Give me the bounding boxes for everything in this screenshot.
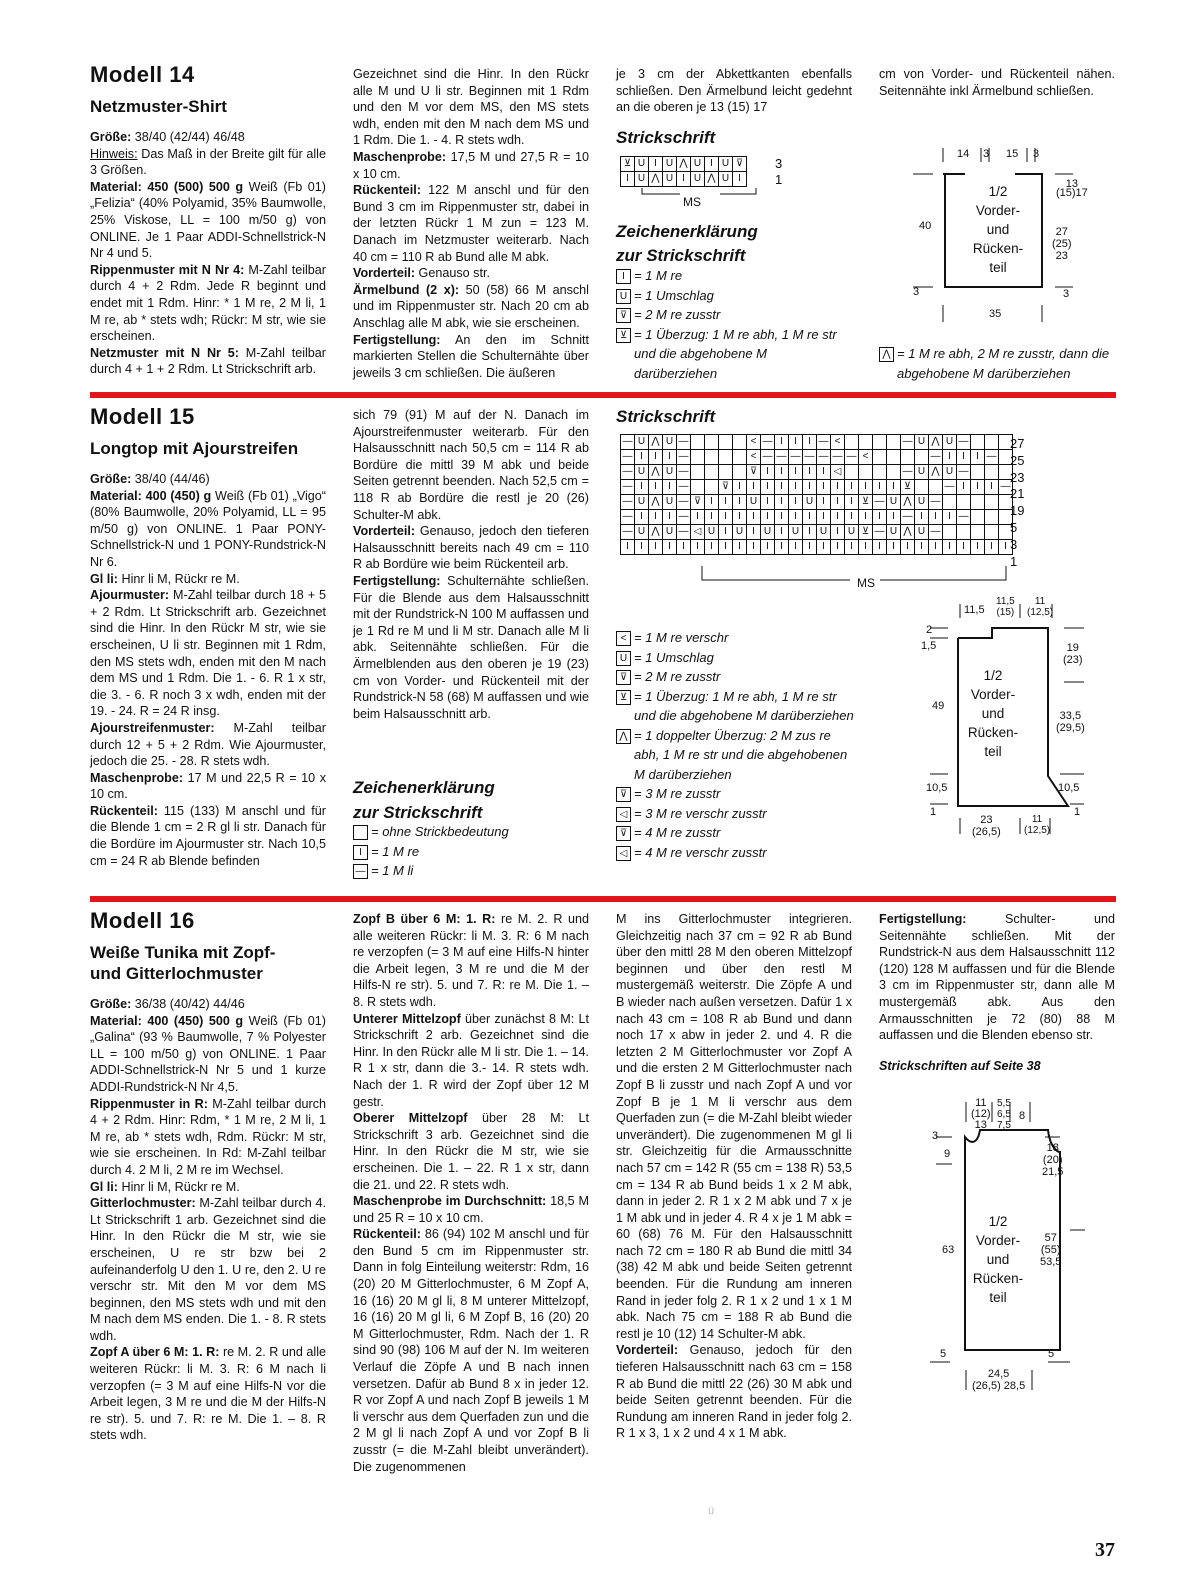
paragraph-lead: Hinweis: [90,146,138,161]
skp-icon: ⊻ [616,328,631,343]
paragraph: Hinweis: Das Maß in der Breite gilt für alle 3 Größen. [90,146,326,178]
m14-title: Modell 14 [90,62,195,87]
m16-chart-reference: Strickschriften auf Seite 38 [879,1058,1041,1073]
paragraph-lead: Material: 400 (450) 500 g [90,1013,244,1028]
m15-legend-title2: zur Strickschrift [353,803,483,822]
m14-dim: 14 [957,148,970,160]
m15-schematic-label: 1/2 Vorder- und Rücken- teil [967,668,1019,759]
paragraph: Ajourstreifenmuster: M-Zahl teilbar durch 12 + 5 + 2 Rdm. Wie Ajourmuster, jedoch die 25. - 28. R stets wdh. [90,720,326,769]
paragraph-lead: Netzmuster mit N Nr 5: [90,345,239,360]
m15-legend-title1: Zeichenerklärung [353,778,495,797]
paragraph-lead: Maschenprobe im Durchschnitt: [353,1194,547,1209]
m16-dim: 5,5 6,5 7,5 [997,1098,1011,1131]
m16-col4 [879,911,1115,1074]
legend-item [616,687,856,726]
m14-dim: 3 [983,148,990,160]
paragraph: Gl li: Hinr li M, Rückr re M. [90,571,240,586]
m16-col2-text [353,911,589,1475]
m15-legend-a [353,822,589,881]
m15-dim: 11 (12,5) [1027,596,1054,618]
m15-row-number: 25 [1010,452,1025,468]
m14-dim: 27 (25) 23 [1052,226,1072,262]
legend-item [616,726,856,785]
m14-legend-item [616,286,852,306]
paragraph: Größe: 38/40 (42/44) 46/48 [90,130,245,144]
paragraph: Vorderteil: Genauso str. [353,266,490,281]
m14-legend-title1: Zeichenerklärung [616,222,758,241]
paragraph-lead: Rippenmuster in R: [90,1096,208,1111]
m14-col4-text: cm von Vorder- und Rückenteil nähen. Seitennähte inkl Ärmelbund schließen. [879,67,1115,98]
legend-text: = 1 doppelter Überzug: 2 M zus re abh, 1 M re str und die abgehobenen M darüberziehen [634,727,848,782]
m15-ms: MS [857,576,875,590]
paragraph-lead: Ajourmuster: [90,588,170,603]
paragraph-lead: Zopf B über 6 M: 1. R: [353,912,496,926]
m15-dim: 19 (23) [1063,642,1083,666]
legend-item [616,804,856,824]
paragraph-lead: Ärmelbund (2 x): [353,282,460,297]
footer-mark: ü [708,1505,715,1517]
m15-chart-title: Strickschrift [616,407,716,426]
paragraph: Zopf B über 6 M: 1. R: re M. 2. R und alle weiteren Rückr: li M. 3. R: 6 M nach re verzopfen (= 3 M auf eine Hilfs-N hinter die Arbeit legen, 3 M re und die M der Hilfs-N re str). 5. und 7. R: re M. Die 1. – 8. R stets wdh. [353,912,590,1009]
m16-dim: 8 [1019,1110,1026,1122]
m14-legend [616,266,852,383]
m15-row-number: 27 [1010,436,1025,451]
legend-text: = 1 M re [634,268,683,283]
paragraph-lead: Material: 450 (500) 500 g [90,179,244,194]
m15-col1-text [90,471,326,869]
m14-col1 [90,62,326,378]
paragraph: Fertigstellung: An den im Schnitt markierten Stellen die Schulternähte über jeweils 3 cm schließen. Die äußeren [353,332,589,380]
m15-legend-b [616,628,856,862]
m14-ms-bracket [640,188,760,202]
paragraph: Größe: 36/38 (40/42) 44/46 [90,997,245,1011]
paragraph: Material: 400 (450) g Weiß (Fb 01) „Vigo“ (80% Baumwolle, 20% Polyamid, LL = 95 m/50 g) von ONLINE. 1 Paar PONY-Schnellstrick-N und 1 PONY-Rundstrick-N Nr 6. [90,488,326,569]
k3tog-tbl-icon: ◁ [616,807,631,822]
paragraph-lead: Gl li: [90,571,118,586]
page-number: 37 [1095,1539,1115,1561]
k2tog-icon: ⊽ [616,308,631,323]
paragraph: Maschenprobe im Durchschnitt: 18,5 M und 25 R = 10 x 10 cm. [353,1194,589,1225]
m15-col2-text [353,407,589,722]
twisted-knit-icon: < [616,631,631,646]
m14-legend-item [616,266,852,286]
knit-symbol-icon: I [616,269,631,284]
m14-dim: 40 [919,220,932,232]
paragraph-lead: Fertigstellung: [353,573,441,588]
m16-dim: 63 [942,1244,955,1256]
skp-icon: ⊻ [616,690,631,705]
m14-subtitle: Netzmuster-Shirt [90,97,227,116]
m16-dim: 57 (55) 53,5 [1040,1232,1062,1268]
paragraph: Material: 450 (500) 500 g Weiß (Fb 01) „Felizia“ (40% Polyamid, 35% Baumwolle, 25% Viskose, LL = 100 m/50 g) von ONLINE. Je 1 Paar ADDI-Schnellstrick-N Nr 4 und 5. [90,179,326,261]
paragraph: Gezeichnet sind die Hinr. In den Rückr alle M und U li str. Beginnen mit 1 Rdm und den M vor dem MS, den MS stets wdh, enden mit den M nach dem MS und 1 Rdm. Die 1. - 4. R stets wdh. [353,67,589,148]
m15-row-number: 3 [1010,536,1018,552]
section-divider [90,392,1116,398]
m14-legend-item [616,305,852,325]
legend-text: = 3 M re zusstr [634,786,721,801]
paragraph-lead: Größe: [90,472,132,486]
sk2p-icon: ⋀ [879,347,894,362]
k4tog-icon: ⊽ [616,826,631,841]
paragraph: Rückenteil: 122 M anschl und für den Bund 3 cm im Rippenmuster str, dabei in der letzten Rückr 1 M zun = 123 M. Danach im Netzmuster weiterarb. Nach 40 cm = 110 R ab Bund alle M abk. [353,183,589,264]
m16-dim: 24,5 (26,5) 28,5 [972,1368,1026,1392]
paragraph-lead: Material: 400 (450) g [90,488,212,503]
m14-dim: 3 [1033,148,1040,160]
paragraph: Zopf A über 6 M: 1. R: re M. 2. R und alle weiteren Rückr: li M. 3. R: 6 M nach li verzopfen (= 3 M auf eine Hilfs-N vor die Arbeit legen, 3 M re und die M der Hilfs-N re str). 5. und 7. R: re M. Die 1. – 8. R stets wdh. [90,1345,326,1443]
m15-row-number: 5 [1010,520,1018,535]
m14-legend-title2: zur Strickschrift [616,246,746,265]
m14-legend-item [616,325,852,384]
legend-text: = 1 M re verschr [634,630,729,645]
paragraph: Gitterlochmuster: M-Zahl teilbar durch 4. Lt Strickschrift 1 arb. Gezeichnet sind die Hinr. In den Rückr die M str, wie sie erscheinen, U re str bzw bei 2 aufeinanderfolg U den 1. U re, den 2. U re verschr str. Mit den M vor dem MS beginnen, den MS stets wdh und mit den M nach dem MS enden. Die 1. - 8. R stets wdh. [90,1196,326,1343]
m14-col1-text [90,129,326,378]
legend-text: = ohne Strickbedeutung [371,824,509,839]
paragraph-lead: Vorderteil: [616,1343,679,1358]
paragraph: Unterer Mittelzopf über zunächst 8 M: Lt Strickschrift 2 arb. Gezeichnet sind die Hinr. In den Rückr alle M li str. Die 1. – 14. R 1 x str, dann die 3.- 14. R stets wdh. Nach der 1. R wird der Zopf über 12 M gestr. [353,1011,590,1109]
section-divider [90,896,1116,902]
paragraph: Netzmuster mit N Nr 5: M-Zahl teilbar durch 4 + 1 + 2 Rdm. Lt Strickschrift arb. [90,345,327,377]
empty-icon [353,825,368,840]
paragraph-lead: Vorderteil: [353,266,416,281]
m14-ms: MS [683,195,701,209]
legend-text: = 3 M re verschr zusstr [634,805,767,821]
yarn-over-icon: U [616,289,631,304]
paragraph-lead: Oberer Mittelzopf [353,1111,468,1126]
m16-col1 [90,908,326,1444]
m14-dim: 3 [1063,288,1070,300]
m14-dim: 3 [913,286,920,298]
m15-dim: 10,5 [1058,782,1080,794]
paragraph-lead: Fertigstellung: [353,332,441,347]
m15-ms-bracket [700,566,1010,586]
k4tog-tbl-icon: ◁ [616,846,631,861]
paragraph: Ärmelbund (2 x): 50 (58) 66 M anschl und im Rippenmuster str. Nach 20 cm ab Anschlag alle M abk, wie sie erscheinen. [353,282,589,330]
m14-col2-text [353,66,589,381]
m15-row-number: 1 [1010,553,1018,569]
paragraph: Oberer Mittelzopf über 28 M: Lt Strickschrift 3 arb. Gezeichnet sind die Hinr. In den Rückr die M str, wie sie erscheinen. Die 1. – 22. R 1 x str, dann die 21. und 22. R stets wdh. [353,1111,590,1192]
yarn-over-icon: U [616,651,631,666]
legend-item [353,842,589,862]
paragraph: Vorderteil: Genauso, jedoch den tieferen Halsausschnitt bereits nach 49 cm = 110 R ab Bordüre wie beim Rückenteil arb. [353,524,589,572]
paragraph: Ajourmuster: M-Zahl teilbar durch 18 + 5 + 2 Rdm. Lt Strickschrift arb. Gezeichnet sind die Hinr. In den Rückr M str, wie sie erscheinen, U li str. Beginnen mit 1 Rdm, den MS stets wdh, enden mit den M nach dem MS und 1 Rdm. Die 1. - 6. R 1 x str, die 3. - 6. R noch 3 x wdh, enden mit der 19. - 24. R = 24 R insg. [90,588,326,719]
m15-row-number: 21 [1010,486,1025,502]
legend-text: = 1 Überzug: 1 M re abh, 1 M re str und die abgehobene M darüberziehen [634,326,837,381]
paragraph-lead: Rippenmuster mit N Nr 4: [90,262,245,277]
legend-text: = 1 Überzug: 1 M re abh, 1 M re str und die abgehobene M darüberziehen [634,688,854,723]
paragraph: Maschenprobe: 17 M und 22,5 R = 10 x 10 cm. [90,770,326,802]
m14-row-3: 3 [775,156,783,171]
paragraph-lead: Maschenprobe: [90,770,184,785]
m15-dim: 33,5 (29,5) [1056,710,1085,734]
m16-subtitle1: Weiße Tunika mit Zopf- [90,943,276,962]
legend-text: = 4 M re verschr zusstr [634,844,767,860]
m14-schematic-label: 1/2 Vorder- und Rücken- teil [972,184,1024,275]
m15-subtitle: Longtop mit Ajourstreifen [90,439,299,458]
m14-dim: 13 (15)17 [1056,178,1088,199]
m15-col1 [90,404,326,869]
m15-dim: 49 [932,700,945,712]
m15-row-number: 23 [1010,469,1025,485]
paragraph: Fertigstellung: Schulternähte schließen. Für die Blende aus dem Halsausschnitt mit der Rundstrick-N 100 M auffassen und je 1 Rd re M und li M str. Danach alle M li abk. Seitennähte schließen. Für die Ärmelblenden aus den oberen je 19 (23) cm von Vorder- und Rückenteil mit der Rundstrick-N 58 (68) M auffassen und wie beim Halsausschnitt arb. [353,573,589,721]
m15-dim: 11,5 [964,604,985,616]
legend-text: = 4 M re zusstr [634,825,721,840]
k2tog-icon: ⊽ [616,670,631,685]
double-decrease-icon: ⋀ [616,729,631,744]
paragraph-lead: Vorderteil: [353,524,416,539]
paragraph-lead: Zopf A über 6 M: 1. R: [90,1345,220,1360]
paragraph-lead: Fertigstellung: [879,912,967,926]
paragraph-lead: Maschenprobe: [353,149,447,164]
paragraph: Material: 400 (450) 500 g Weiß (Fb 01) „Galina“ (93 % Baumwolle, 7 % Polyester LL = 100 m/50 g) von ONLINE. 1 Paar ADDI-Schnellstrick-N Nr 5 und 1 kurze ADDI-Rundstrick-N Nr 4,5. [90,1013,326,1094]
m15-dim: 1 [1074,806,1081,818]
paragraph: Maschenprobe: 17,5 M und 27,5 R = 10 x 10 cm. [353,149,589,181]
legend-item [616,628,856,648]
paragraph: sich 79 (91) M auf der N. Danach im Ajourstreifenmuster weiterarb. Für den Halsausschnitt nach 50,5 cm = 114 R ab Bordüre die mittl 39 M abk und beide Seiten getrennt beenden. Nach 52,5 cm = 118 R ab Bordüre die restl je 20 (26) Schulter-M abk. [353,408,589,522]
paragraph: Rippenmuster in R: M-Zahl teilbar durch 4 + 2 Rdm. Hinr: Rdm, * 1 M re, 2 M li, 1 M re, ab * stets wdh, Rdm. Rückr: M str, wie sie erscheinen. In Rd: M-Zahl teilbar durch 4. 2 M li, 2 M re im Wechsel. [90,1096,327,1177]
m14-legend-extra [879,344,1115,383]
legend-text: = 1 Umschlag [634,649,714,665]
m14-row-1: 1 [775,172,783,187]
paragraph-lead: Gl li: [90,1179,118,1194]
paragraph-lead: Unterer Mittelzopf [353,1011,461,1026]
m16-dim: 9 [944,1148,951,1160]
legend-item [616,823,856,843]
paragraph: Größe: 38/40 (44/46) [90,472,210,486]
paragraph: Fertigstellung: Schulter- und Seitennähte schließen. Mit der Rundstrick-N aus dem Halsausschnitt 112 (120) 128 M auffassen und für die Blende 3 cm im Rippenmuster str, dann alle M mustergemäß abk. Aus den Armausschnitten je 72 (80) 88 M auffassen und die Blenden ebenso str. [879,912,1115,1043]
legend-item [616,667,856,687]
purl-symbol-icon: — [353,864,368,879]
m14-knit-chart: ⊻ U I U ⋀ U I U ⊽ I U ⋀ U I U ⋀ U I [620,156,747,187]
legend-item [616,843,856,863]
m15-dim: 1 [930,806,937,818]
m16-col3 [616,911,852,1442]
paragraph-lead: Ajourstreifenmuster: [90,720,215,735]
m15-dim: 1,5 [921,640,937,652]
m16-title: Modell 16 [90,908,195,933]
paragraph: Gl li: Hinr li M, Rückr re M. [90,1179,240,1194]
m16-col4-text [879,911,1115,1044]
legend-text: = 1 M li [371,863,414,878]
m16-schematic-label: 1/2 Vorder- und Rücken- teil [972,1214,1024,1305]
legend-text: = 1 Umschlag [634,287,714,303]
m16-col2 [353,911,589,1475]
m16-dim: 5 [1048,1348,1055,1360]
legend-item [353,861,589,881]
m14-col3-text: je 3 cm der Abkettkanten ebenfalls schließen. Den Ärmelbund leicht gedehnt an die oberen je 13 (15) 17 [616,67,852,115]
legend-text: = 2 M re zusstr [634,307,721,322]
m14-dim: 15 [1006,148,1019,160]
paragraph: Rückenteil: 115 (133) M anschl und für die Blende 1 cm = 2 R gl li str. Danach für die Bordüre im Ajourmuster str. Nach 10,5 cm = 24 R ab Blende befinden [90,803,326,868]
m15-dim: 11,5 (15) [996,596,1015,618]
m14-col4 [879,66,1115,99]
paragraph-lead: Rückenteil: [353,183,421,198]
m16-col3-text [616,911,852,1442]
paragraph-lead: Rückenteil: [90,803,158,818]
m16-col1-text [90,996,326,1444]
m16-subtitle2: und Gitterlochmuster [90,964,263,983]
legend-text: = 1 M re [371,843,420,859]
m15-dim: 23 (26,5) [972,814,1001,838]
m15-dim: 10,5 [926,782,948,794]
m15-col2 [353,407,589,722]
m16-dim: 3 [932,1130,939,1142]
m16-dim: 18 (20) 21,5 [1042,1142,1064,1178]
paragraph-lead: Gitterlochmuster: [90,1196,196,1211]
legend-item [616,648,856,668]
legend-text: = 1 M re abh, 2 M re zusstr, dann die abgehobene M darüberziehen [897,346,1110,381]
m14-col2 [353,66,589,381]
m15-title: Modell 15 [90,404,195,429]
knit-symbol-icon: I [353,845,368,860]
legend-item [616,784,856,804]
paragraph: Vorderteil: Genauso, jedoch für den tieferen Halsausschnitt nach 63 cm = 158 R ab Bund die mittl 22 (26) 30 M abk und beide Seiten getrennt beenden. Für die Rundung am inneren Rand in jeder folg 2. R 1 x 3, 1 x 2 und 4 x 1 M abk. [616,1343,852,1441]
paragraph-lead: Größe: [90,130,132,144]
legend-item [353,822,589,842]
legend-text: = 2 M re zusstr [634,669,721,684]
m14-col3 [616,66,852,116]
m15-dim: 11 (12,5) [1024,814,1051,836]
paragraph-lead: Größe: [90,997,132,1011]
m14-chart-title: Strickschrift [616,128,716,147]
m14-dim: 35 [989,308,1002,320]
k3tog-icon: ⊽ [616,787,631,802]
paragraph: Rückenteil: 86 (94) 102 M anschl und für den Bund 5 cm im Rippenmuster str. Dann in folg Einteilung weiterstr: Rdm, 16 (20) 20 M Gitterlochmuster, 6 M Zopf A, 16 (16) 20 M gl li, 8 M unterer Mittelzopf, 16 (16) 20 M gl li, 6 M Zopf B, 16 (20) 20 M Gitterlochmuster, Rdm. Nach der 1. R sind 90 (98) 106 M auf der N. Im weiteren Verlauf die Zöpfe A und B nach innen versetzen. Dafür ab Bund 8 x in jeder 12. R vor Zopf A und nach Zopf B jeweils 1 M li verschr aus dem Querfaden zun und die 2 M gl li nach Zopf A und vor Zopf B li zusstr (= die M-Zahl bleibt unverändert). Die zugenommenen [353,1227,589,1474]
paragraph: Rippenmuster mit N Nr 4: M-Zahl teilbar durch 4 + 2 Rdm. Jede R beginnt und endet mit 1 Rdm. Hinr: * 1 M re, 2 M li, 1 M re, ab * stets wdh; Rückr: M str, wie sie erscheinen. [90,262,326,344]
m15-dim: 2 [926,624,933,636]
m16-dim: 5 [940,1348,947,1360]
paragraph: M ins Gitterlochmuster integrieren. Gleichzeitig nach 37 cm = 92 R ab Bund über den mittl 28 M den oberen Mittelzopf beginnen und über den restl M mustergemäß weiterstr. Die Zöpfe A und B wieder nach außen versetzen. Dafür 1 x nach 43 cm = 108 R ab Bund und dann noch 17 x abw in jeder 2. und 4. R die letzten 2 M Gitterlochmuster vor Zopf A und die ersten 2 M Gitterlochmuster nach Zopf B li zusstr und nach Zopf A und vor Zopf B je 1 M li verschr aus dem Querfaden zun (= die M-Zahl bleibt wieder unverändert). Die zugenommenen M gl li str. Gleichzeitig für die Armausschnitte nach 57 cm = 142 R (55 cm = 138 R) 53,5 cm = 134 R ab Bund beids 1 x 2 M abk, dann in jeder 2. R 1 x 2 M abk und 7 x je 1 M abk und in jeder 4. R 4 x je 1 M abk = 60 (68) 76 M. Für den Halsausschnitt nach 72 cm = 180 R ab Bund die mittl 34 (38) 42 M abk und beide Seiten getrennt beenden. Für die Rundung am inneren Rand in jeder folg 2. R 1 x 2 und 1 x 1 M abk. Nach 75 cm = 188 R ab Bund die restl je 10 (12) 14 Schulter-M abk. [616,912,852,1341]
paragraph-lead: Rückenteil: [353,1227,421,1242]
m15-knit-chart: — U ⋀ U — < — I I I — < — U ⋀ U — — I I I — < — — — — — — — < — I I I — — U ⋀ U — ⊽ I I I I I ◁ — U ⋀ U — — I I I — ⊽ I I I I I I I I I I I I ⊻ — I I I — — U ⋀ U — ⊽ I I I U I I I U I I I ⊻ — U ⋀ U — — I I I — I I I I I I I I I I I I I I I — I I I — — U ⋀ U — ◁ U I U I U I U I U I U ⊻ — U ⋀ U — I I I I I I I I I I I I I I I I I I I I I I I I I I I I [620,434,1013,555]
m15-row-number: 19 [1010,503,1025,519]
m16-dim: 11 (12) 13 [971,1097,991,1131]
